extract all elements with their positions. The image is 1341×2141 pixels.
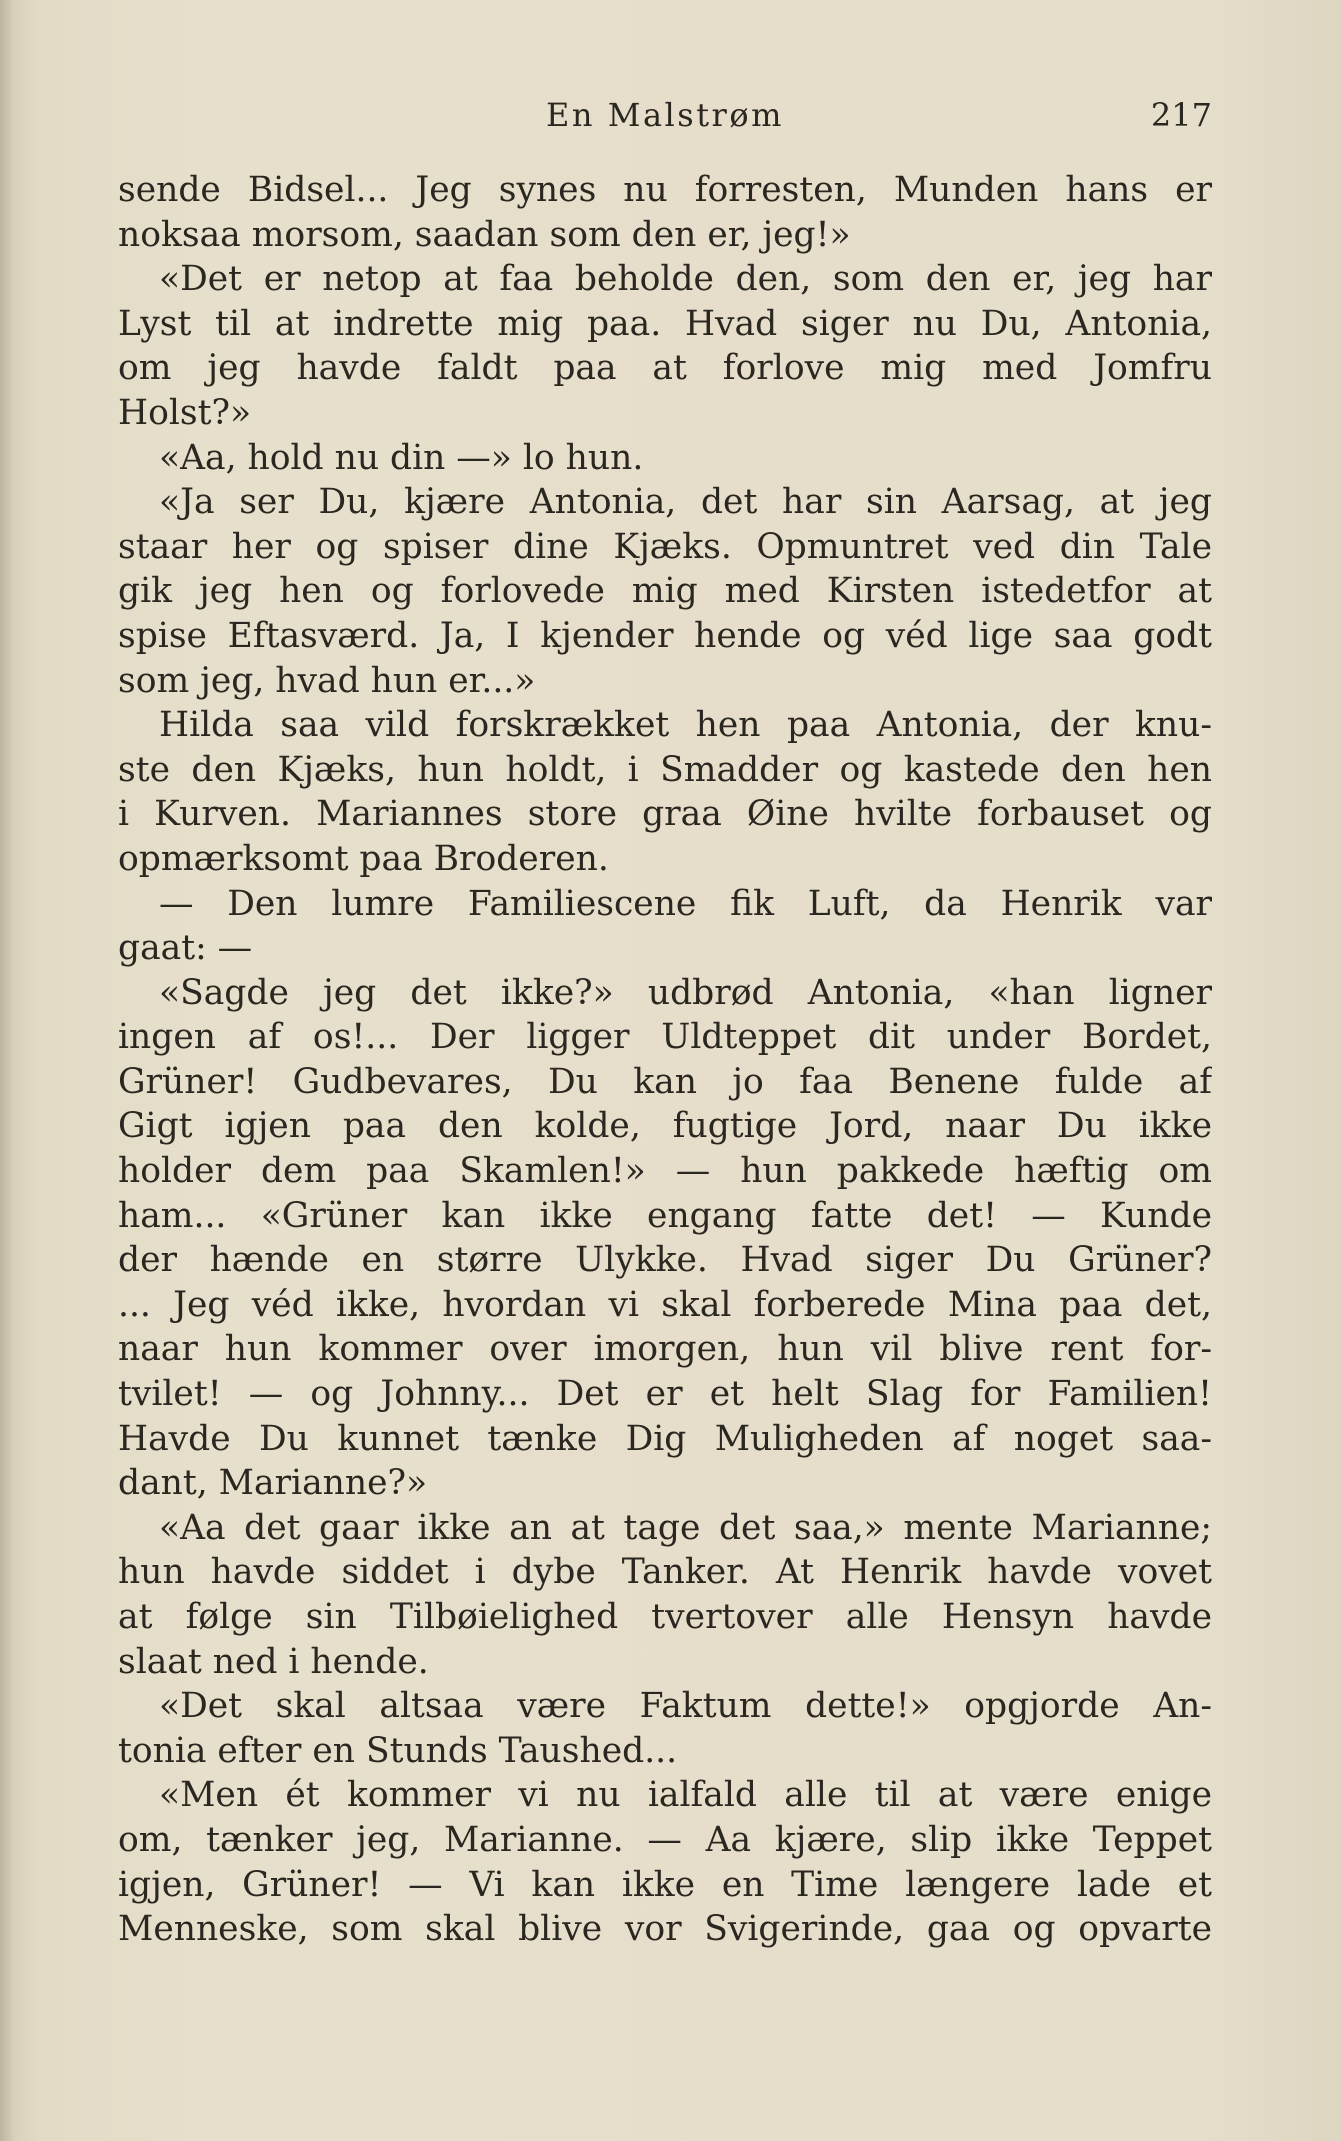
text-line: Grüner! Gudbevares, Du kan jo faa Benene fulde af: [118, 1061, 1212, 1102]
text-line: «Det er netop at faa beholde den, som den er, jeg har: [159, 259, 1212, 300]
text-line: «Det skal altsaa være Faktum dette!» opgjorde An-: [159, 1686, 1212, 1727]
text-line: hun havde siddet i dybe Tanker. At Henrik havde vovet: [118, 1552, 1212, 1593]
text-line: om, tænker jeg, Marianne. — Aa kjære, slip ikke Teppet: [118, 1819, 1212, 1860]
text-line: ham... «Grüner kan ikke engang fatte det! — Kunde: [118, 1195, 1212, 1236]
text-line: at følge sin Tilbøielighed tvertover alle Hensyn havde: [118, 1597, 1212, 1637]
text-line: «Aa det gaar ikke an at tage det saa,» mente Marianne;: [159, 1507, 1212, 1548]
running-title: En Malstrøm: [546, 96, 784, 134]
text-line: «Men ét kommer vi nu ialfald alle til at være enige: [159, 1775, 1212, 1816]
text-line: Hilda saa vild forskrækket hen paa Antonia, der knu-: [159, 705, 1212, 746]
text-line: naar hun kommer over imorgen, hun vil blive rent for-: [118, 1329, 1212, 1370]
text-line: Holst?»: [118, 392, 252, 433]
text-line: i Kurven. Mariannes store graa Øine hvilte forbauset og: [118, 794, 1212, 835]
text-line: ... Jeg véd ikke, hvordan vi skal forberede Mina paa det,: [118, 1284, 1212, 1325]
text-line: «Sagde jeg det ikke?» udbrød Antonia, «han ligner: [159, 972, 1212, 1013]
text-line: «Aa, hold nu din —» lo hun.: [159, 437, 644, 478]
text-line: dant, Marianne?»: [118, 1463, 428, 1504]
text-line: der hænde en større Ulykke. Hvad siger Du Grüner?: [118, 1240, 1212, 1281]
text-line: gik jeg hen og forlovede mig med Kirsten istedetfor at: [118, 571, 1212, 612]
text-line: som jeg, hvad hun er...»: [118, 660, 536, 701]
text-line: Menneske, som skal blive vor Svigerinde, gaa og opvarte: [118, 1909, 1212, 1950]
text-line: slaat ned i hende.: [118, 1641, 429, 1682]
body-text: [118, 168, 1212, 1952]
text-line: — Den lumre Familiescene fik Luft, da Henrik var: [159, 883, 1212, 924]
text-line: holder dem paa Skamlen!» — hun pakkede hæftig om: [118, 1151, 1212, 1192]
page-number: 217: [1150, 96, 1212, 134]
text-line: gaat: —: [118, 928, 253, 969]
text-line: ste den Kjæks, hun holdt, i Smadder og kastede den hen: [118, 749, 1212, 790]
text-line: sende Bidsel... Jeg synes nu forresten, Munden hans er: [118, 170, 1212, 210]
text-line: Gigt igjen paa den kolde, fugtige Jord, naar Du ikke: [118, 1106, 1212, 1147]
text-line: Havde Du kunnet tænke Dig Muligheden af noget saa-: [118, 1418, 1212, 1459]
text-line: staar her og spiser dine Kjæks. Opmuntret ved din Tale: [118, 526, 1212, 567]
text-line: Lyst til at indrette mig paa. Hvad siger nu Du, Antonia,: [118, 303, 1212, 344]
text-line: tvilet! — og Johnny... Det er et helt Slag for Familien!: [118, 1374, 1212, 1415]
page-header: [118, 96, 1212, 140]
text-line: «Ja ser Du, kjære Antonia, det har sin Aarsag, at jeg: [159, 482, 1212, 523]
text-line: opmærksomt paa Broderen.: [118, 838, 609, 879]
binding-shadow: [0, 0, 14, 2141]
text-line: tonia efter en Stunds Taushed...: [118, 1730, 678, 1771]
text-line: ingen af os!... Der ligger Uldteppet dit under Bordet,: [118, 1017, 1212, 1058]
text-line: noksaa morsom, saadan som den er, jeg!»: [118, 214, 851, 255]
text-line: spise Eftasværd. Ja, I kjender hende og véd lige saa godt: [118, 615, 1212, 656]
text-line: om jeg havde faldt paa at forlove mig med Jomfru: [118, 348, 1212, 389]
text-line: igjen, Grüner! — Vi kan ikke en Time længere lade et: [118, 1864, 1212, 1905]
